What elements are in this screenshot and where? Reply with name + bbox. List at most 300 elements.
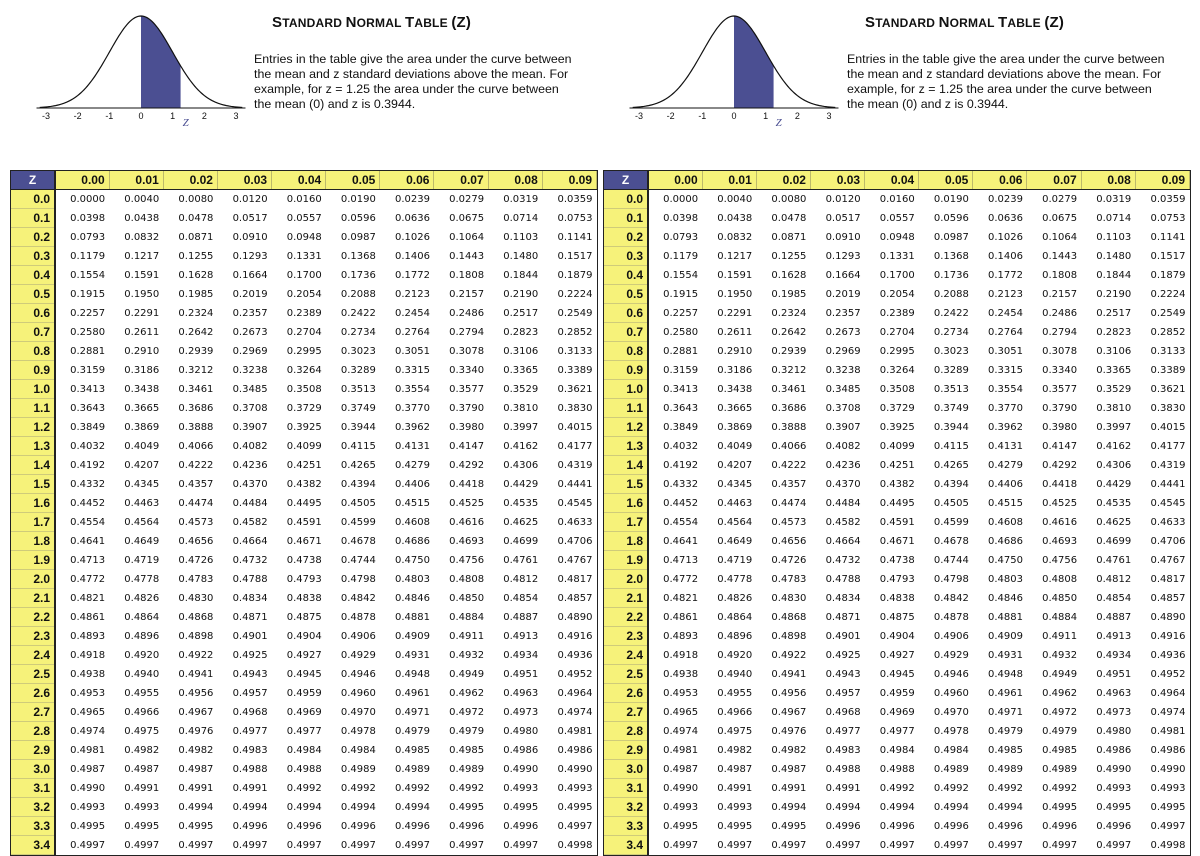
table-cell: 0.0910 (217, 228, 271, 247)
table-cell: 0.4994 (272, 798, 326, 817)
table-cell: 0.3315 (973, 361, 1027, 380)
table-cell: 0.3849 (648, 418, 702, 437)
z-row-label: 1.9 (11, 551, 55, 570)
table-cell: 0.3907 (217, 418, 271, 437)
table-cell: 0.4713 (55, 551, 109, 570)
table-cell: 0.4997 (217, 836, 271, 855)
table-cell: 0.3770 (380, 399, 434, 418)
table-cell: 0.2823 (488, 323, 542, 342)
table-cell: 0.4980 (488, 722, 542, 741)
table-cell: 0.1406 (380, 247, 434, 266)
table-cell: 0.4984 (919, 741, 973, 760)
table-cell: 0.0040 (702, 190, 756, 209)
table-cell: 0.0160 (272, 190, 326, 209)
table-cell: 0.4357 (756, 475, 810, 494)
table-cell: 0.4898 (756, 627, 810, 646)
table-cell: 0.3665 (702, 399, 756, 418)
table-cell: 0.2881 (55, 342, 109, 361)
table-cell: 0.4922 (756, 646, 810, 665)
table-cell: 0.4265 (919, 456, 973, 475)
table-cell: 0.4474 (163, 494, 217, 513)
table-cell: 0.4992 (434, 779, 488, 798)
table-cell: 0.4678 (919, 532, 973, 551)
table-cell: 0.4981 (1135, 722, 1189, 741)
table-cell: 0.4082 (217, 437, 271, 456)
table-cell: 0.4830 (163, 589, 217, 608)
table-cell: 0.4909 (973, 627, 1027, 646)
table-cell: 0.3051 (380, 342, 434, 361)
table-cell: 0.2454 (380, 304, 434, 323)
table-cell: 0.2291 (109, 304, 163, 323)
z-row-label: 3.4 (11, 836, 55, 855)
table-cell: 0.4988 (865, 760, 919, 779)
table-cell: 0.1554 (648, 266, 702, 285)
z-marker-label: Z (182, 117, 189, 129)
table-cell: 0.4783 (756, 570, 810, 589)
table-row (11, 513, 597, 532)
table-cell: 0.4599 (919, 513, 973, 532)
table-cell: 0.2088 (919, 285, 973, 304)
table-cell: 0.4505 (326, 494, 380, 513)
table-cell: 0.4719 (109, 551, 163, 570)
table-cell: 0.4864 (109, 608, 163, 627)
table-cell: 0.4941 (163, 665, 217, 684)
table-cell: 0.4992 (973, 779, 1027, 798)
table-cell: 0.3133 (542, 342, 596, 361)
table-cell: 0.4893 (648, 627, 702, 646)
table-cell: 0.4986 (488, 741, 542, 760)
table-cell: 0.4990 (55, 779, 109, 798)
table-cell: 0.4922 (163, 646, 217, 665)
table-cell: 0.4850 (434, 589, 488, 608)
table-cell: 0.4934 (488, 646, 542, 665)
table-cell: 0.3078 (434, 342, 488, 361)
table-cell: 0.3159 (55, 361, 109, 380)
table-row (11, 361, 597, 380)
z-row-label: 1.1 (604, 399, 648, 418)
table-cell: 0.1844 (488, 266, 542, 285)
table-cell: 0.2852 (1135, 323, 1189, 342)
column-header: 0.04 (865, 171, 919, 190)
table-cell: 0.0871 (163, 228, 217, 247)
title-cap-2: N (938, 14, 950, 31)
table-cell: 0.4996 (434, 817, 488, 836)
table-cell: 0.0987 (919, 228, 973, 247)
table-cell: 0.4719 (702, 551, 756, 570)
z-row-label: 2.4 (11, 646, 55, 665)
table-cell: 0.1103 (1081, 228, 1135, 247)
table-cell: 0.1628 (756, 266, 810, 285)
table-row (604, 399, 1190, 418)
table-cell: 0.4772 (648, 570, 702, 589)
z-row-label: 3.3 (11, 817, 55, 836)
table-cell: 0.3365 (1081, 361, 1135, 380)
table-cell: 0.4788 (217, 570, 271, 589)
table-cell: 0.0120 (810, 190, 864, 209)
z-row-label: 0.4 (604, 266, 648, 285)
table-cell: 0.1517 (542, 247, 596, 266)
table-cell: 0.4830 (756, 589, 810, 608)
table-body (11, 190, 597, 855)
axis-tick-label: 2 (794, 111, 800, 121)
table-cell: 0.2611 (109, 323, 163, 342)
z-row-label: 3.2 (11, 798, 55, 817)
table-cell: 0.4649 (702, 532, 756, 551)
table-cell: 0.3944 (326, 418, 380, 437)
table-cell: 0.4738 (272, 551, 326, 570)
table-row (604, 608, 1190, 627)
table-cell: 0.3023 (326, 342, 380, 361)
table-cell: 0.0359 (542, 190, 596, 209)
table-cell: 0.4941 (756, 665, 810, 684)
table-cell: 0.4929 (919, 646, 973, 665)
z-row-label: 1.9 (604, 551, 648, 570)
table-cell: 0.2357 (217, 304, 271, 323)
table-cell: 0.3643 (648, 399, 702, 418)
table-cell: 0.1443 (1027, 247, 1081, 266)
title-end: (Z) (451, 14, 472, 31)
table-cell: 0.1103 (488, 228, 542, 247)
table-cell: 0.2257 (55, 304, 109, 323)
table-cell: 0.4972 (434, 703, 488, 722)
table-cell: 0.4515 (973, 494, 1027, 513)
table-cell: 0.4966 (109, 703, 163, 722)
table-cell: 0.4995 (55, 817, 109, 836)
normal-curve-figure (623, 8, 845, 133)
table-cell: 0.4920 (702, 646, 756, 665)
table-cell: 0.4861 (55, 608, 109, 627)
z-row-label: 2.4 (604, 646, 648, 665)
table-cell: 0.4996 (272, 817, 326, 836)
table-cell: 0.4686 (973, 532, 1027, 551)
table-cell: 0.4656 (756, 532, 810, 551)
table-cell: 0.2704 (865, 323, 919, 342)
table-cell: 0.4418 (434, 475, 488, 494)
table-cell: 0.4985 (434, 741, 488, 760)
table-cell: 0.4943 (217, 665, 271, 684)
table-cell: 0.4370 (217, 475, 271, 494)
z-row-label: 3.4 (604, 836, 648, 855)
table-cell: 0.4963 (488, 684, 542, 703)
table-cell: 0.3340 (434, 361, 488, 380)
table-cell: 0.4913 (488, 627, 542, 646)
table-cell: 0.4997 (380, 836, 434, 855)
table-cell: 0.4995 (488, 798, 542, 817)
table-row (604, 361, 1190, 380)
table-cell: 0.4441 (542, 475, 596, 494)
table-cell: 0.0714 (1081, 209, 1135, 228)
table-cell: 0.2123 (973, 285, 1027, 304)
table-cell: 0.4960 (326, 684, 380, 703)
table-cell: 0.4982 (702, 741, 756, 760)
table-cell: 0.4382 (272, 475, 326, 494)
table-cell: 0.0517 (217, 209, 271, 228)
table-cell: 0.3962 (380, 418, 434, 437)
table-cell: 0.2611 (702, 323, 756, 342)
table-cell: 0.4991 (217, 779, 271, 798)
table-cell: 0.4066 (163, 437, 217, 456)
table-cell: 0.4871 (217, 608, 271, 627)
z-row-label: 0.2 (604, 228, 648, 247)
table-cell: 0.4332 (55, 475, 109, 494)
table-cell: 0.2734 (919, 323, 973, 342)
table-cell: 0.4099 (272, 437, 326, 456)
column-header: 0.01 (109, 171, 163, 190)
table-cell: 0.0279 (434, 190, 488, 209)
table-cell: 0.2969 (810, 342, 864, 361)
table-cell: 0.3729 (272, 399, 326, 418)
axis-tick-label: 0 (731, 111, 737, 121)
table-cell: 0.4292 (1027, 456, 1081, 475)
table-cell: 0.2486 (1027, 304, 1081, 323)
table-cell: 0.3643 (55, 399, 109, 418)
table-cell: 0.4984 (272, 741, 326, 760)
table-cell: 0.2764 (973, 323, 1027, 342)
table-cell: 0.2939 (756, 342, 810, 361)
z-row-label: 3.2 (604, 798, 648, 817)
table-cell: 0.0793 (55, 228, 109, 247)
table-cell: 0.4875 (865, 608, 919, 627)
table-cell: 0.3997 (488, 418, 542, 437)
table-cell: 0.1700 (272, 266, 326, 285)
table-cell: 0.3944 (919, 418, 973, 437)
table-cell: 0.3023 (919, 342, 973, 361)
table-cell: 0.4115 (919, 437, 973, 456)
table-cell: 0.4943 (810, 665, 864, 684)
table-cell: 0.3051 (973, 342, 1027, 361)
z-row-label: 2.6 (604, 684, 648, 703)
table-cell: 0.3686 (756, 399, 810, 418)
table-cell: 0.4957 (810, 684, 864, 703)
table-cell: 0.4996 (326, 817, 380, 836)
table-cell: 0.4887 (1081, 608, 1135, 627)
table-cell: 0.3529 (1081, 380, 1135, 399)
z-marker-label: Z (775, 117, 782, 129)
table-cell: 0.4997 (1081, 836, 1135, 855)
table-cell: 0.4956 (163, 684, 217, 703)
table-row (11, 494, 597, 513)
header-row (604, 171, 1190, 190)
table-cell: 0.4931 (380, 646, 434, 665)
table-cell: 0.1950 (109, 285, 163, 304)
table-cell: 0.2910 (702, 342, 756, 361)
axis-tick-label: 3 (233, 111, 239, 121)
table-cell: 0.4989 (434, 760, 488, 779)
table-row (604, 836, 1190, 855)
table-cell: 0.4965 (648, 703, 702, 722)
z-row-label: 1.3 (11, 437, 55, 456)
table-cell: 0.4927 (272, 646, 326, 665)
table-cell: 0.4744 (326, 551, 380, 570)
table-cell: 0.4699 (488, 532, 542, 551)
z-row-label: 1.6 (604, 494, 648, 513)
table-cell: 0.4991 (810, 779, 864, 798)
table-cell: 0.4884 (434, 608, 488, 627)
table-row (604, 665, 1190, 684)
table-row (604, 342, 1190, 361)
table-cell: 0.4904 (865, 627, 919, 646)
table-cell: 0.4726 (163, 551, 217, 570)
axis-tick-label: -1 (105, 111, 114, 121)
title-cap-3: T (404, 14, 415, 31)
table-cell: 0.4099 (865, 437, 919, 456)
column-header: 0.06 (380, 171, 434, 190)
table-cell: 0.4788 (810, 570, 864, 589)
table-cell: 0.4920 (109, 646, 163, 665)
table-cell: 0.4893 (55, 627, 109, 646)
table-cell: 0.4997 (1135, 817, 1189, 836)
table-cell: 0.4554 (55, 513, 109, 532)
table-cell: 0.2939 (163, 342, 217, 361)
table-cell: 0.4394 (326, 475, 380, 494)
table-cell: 0.4973 (1081, 703, 1135, 722)
z-row-label: 1.8 (604, 532, 648, 551)
table-cell: 0.3577 (1027, 380, 1081, 399)
table-cell: 0.4890 (1135, 608, 1189, 627)
table-cell: 0.4995 (542, 798, 596, 817)
table-cell: 0.4925 (810, 646, 864, 665)
table-row (604, 722, 1190, 741)
table-cell: 0.4997 (272, 836, 326, 855)
table-cell: 0.2123 (380, 285, 434, 304)
table-cell: 0.1255 (163, 247, 217, 266)
table-cell: 0.4956 (756, 684, 810, 703)
table-cell: 0.4984 (865, 741, 919, 760)
table-cell: 0.4633 (1135, 513, 1189, 532)
table-cell: 0.4834 (810, 589, 864, 608)
table-cell: 0.0948 (272, 228, 326, 247)
table-cell: 0.4649 (109, 532, 163, 551)
table-cell: 0.3513 (919, 380, 973, 399)
table-cell: 0.0478 (163, 209, 217, 228)
table-cell: 0.4925 (217, 646, 271, 665)
table-cell: 0.1772 (973, 266, 1027, 285)
table-row (11, 247, 597, 266)
column-header: 0.09 (1135, 171, 1189, 190)
title-cap-2: N (345, 14, 357, 31)
z-row-label: 3.1 (604, 779, 648, 798)
table-cell: 0.4345 (702, 475, 756, 494)
table-cell: 0.4994 (380, 798, 434, 817)
z-row-label: 2.0 (11, 570, 55, 589)
table-cell: 0.4808 (434, 570, 488, 589)
table-cell: 0.4992 (272, 779, 326, 798)
table-cell: 0.4868 (756, 608, 810, 627)
table-row (604, 589, 1190, 608)
table-cell: 0.4767 (1135, 551, 1189, 570)
table-cell: 0.4936 (1135, 646, 1189, 665)
table-cell: 0.2823 (1081, 323, 1135, 342)
table-row (11, 760, 597, 779)
table-cell: 0.4990 (648, 779, 702, 798)
table-row (11, 285, 597, 304)
title-small-1: TANDARD (282, 16, 346, 30)
table-cell: 0.4625 (1081, 513, 1135, 532)
table-cell: 0.4948 (380, 665, 434, 684)
table-cell: 0.4306 (488, 456, 542, 475)
table-cell: 0.4989 (973, 760, 1027, 779)
z-row-label: 1.5 (11, 475, 55, 494)
table-cell: 0.0557 (865, 209, 919, 228)
table-cell: 0.4957 (217, 684, 271, 703)
table-cell: 0.4625 (488, 513, 542, 532)
table-cell: 0.4997 (326, 836, 380, 855)
table-cell: 0.3925 (865, 418, 919, 437)
z-row-label: 0.8 (604, 342, 648, 361)
table-cell: 0.4699 (1081, 532, 1135, 551)
table-cell: 0.0636 (380, 209, 434, 228)
table-cell: 0.4664 (217, 532, 271, 551)
table-cell: 0.4778 (702, 570, 756, 589)
table-cell: 0.4812 (488, 570, 542, 589)
table-cell: 0.4996 (488, 817, 542, 836)
z-table (11, 171, 597, 855)
table-cell: 0.1808 (1027, 266, 1081, 285)
table-cell: 0.4992 (1027, 779, 1081, 798)
table-cell: 0.3849 (55, 418, 109, 437)
table-cell: 0.0987 (326, 228, 380, 247)
table-cell: 0.4992 (380, 779, 434, 798)
table-cell: 0.4633 (542, 513, 596, 532)
table-cell: 0.4994 (810, 798, 864, 817)
table-cell: 0.2157 (1027, 285, 1081, 304)
z-column-header: Z (604, 171, 648, 190)
table-cell: 0.4936 (542, 646, 596, 665)
table-cell: 0.4484 (810, 494, 864, 513)
table-cell: 0.2157 (434, 285, 488, 304)
table-cell: 0.3078 (1027, 342, 1081, 361)
table-cell: 0.4994 (919, 798, 973, 817)
title-small-2: ORMAL (949, 16, 998, 30)
z-row-label: 2.8 (11, 722, 55, 741)
table-cell: 0.3529 (488, 380, 542, 399)
table-cell: 0.3888 (756, 418, 810, 437)
table-cell: 0.4842 (326, 589, 380, 608)
table-cell: 0.4357 (163, 475, 217, 494)
table-cell: 0.4967 (163, 703, 217, 722)
table-cell: 0.3461 (756, 380, 810, 399)
table-cell: 0.4964 (1135, 684, 1189, 703)
table-cell: 0.0239 (973, 190, 1027, 209)
table-cell: 0.4236 (810, 456, 864, 475)
table-cell: 0.4951 (488, 665, 542, 684)
table-row (11, 798, 597, 817)
table-cell: 0.4932 (434, 646, 488, 665)
table-cell: 0.1879 (542, 266, 596, 285)
table-row (11, 570, 597, 589)
table-cell: 0.3461 (163, 380, 217, 399)
table-cell: 0.4997 (1027, 836, 1081, 855)
table-cell: 0.4251 (272, 456, 326, 475)
table-cell: 0.4938 (648, 665, 702, 684)
table-cell: 0.0675 (434, 209, 488, 228)
table-cell: 0.4987 (109, 760, 163, 779)
column-header: 0.03 (810, 171, 864, 190)
table-cell: 0.4955 (702, 684, 756, 703)
z-row-label: 2.5 (604, 665, 648, 684)
table-cell: 0.4993 (702, 798, 756, 817)
table-cell: 0.3315 (380, 361, 434, 380)
table-cell: 0.4868 (163, 608, 217, 627)
table-cell: 0.4991 (109, 779, 163, 798)
table-row (604, 323, 1190, 342)
table-cell: 0.1141 (1135, 228, 1189, 247)
axis-tick-label: -1 (698, 111, 707, 121)
table-cell: 0.1736 (326, 266, 380, 285)
header-row (11, 171, 597, 190)
table-cell: 0.4927 (865, 646, 919, 665)
z-row-label: 0.4 (11, 266, 55, 285)
